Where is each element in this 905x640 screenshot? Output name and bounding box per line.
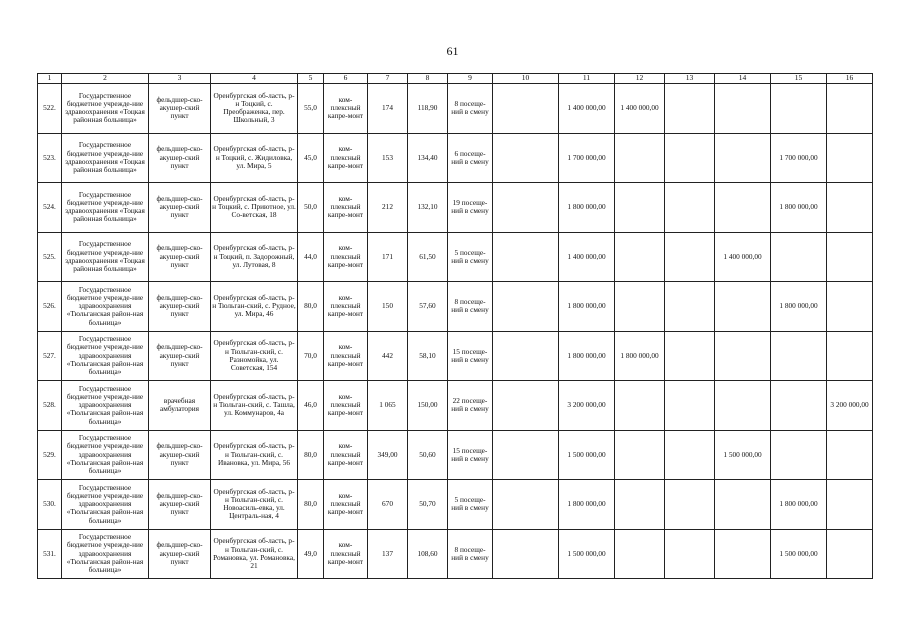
total-cost: 1 500 000,00 xyxy=(559,529,615,579)
cost-col-15 xyxy=(771,430,827,480)
capacity-value: 15 посеще-ний в смену xyxy=(448,331,493,381)
population-value: 349,00 xyxy=(368,430,408,480)
row-number: 530. xyxy=(38,480,62,530)
column-header-6: 6 xyxy=(324,74,368,84)
cost-col-16 xyxy=(827,84,873,134)
facility-address: Оренбургская об-ласть, р-н Тоцкий, п. Задорожный, ул. Лутовая, 8 xyxy=(211,232,298,282)
cost-col-16 xyxy=(827,331,873,381)
column-header-16: 16 xyxy=(827,74,873,84)
table-row xyxy=(38,84,873,134)
table-row xyxy=(38,480,873,530)
facility-type: врачебная амбулатория xyxy=(149,381,211,431)
capacity-value: 5 посеще-ний в смену xyxy=(448,480,493,530)
area-value: 70,0 xyxy=(298,331,324,381)
organization-name: Государственное бюджетное учрежде-ние здравоохранения «Тоцкая районная больница» xyxy=(62,232,149,282)
capacity-value: 19 посеще-ний в смену xyxy=(448,183,493,233)
facility-type: фельдшер-ско-акушер-ский пункт xyxy=(149,430,211,480)
column-header-9: 9 xyxy=(448,74,493,84)
facility-address: Оренбургская об-ласть, р-н Тоцкий, с. Преображенка, пер. Школьный, 3 xyxy=(211,84,298,134)
population-value: 212 xyxy=(368,183,408,233)
column-header-12: 12 xyxy=(615,74,665,84)
facility-type: фельдшер-ско-акушер-ский пункт xyxy=(149,232,211,282)
repair-type: ком-плексный капре-монт xyxy=(324,480,368,530)
column-10-value xyxy=(493,480,559,530)
cost-col-16 xyxy=(827,282,873,332)
table-row xyxy=(38,430,873,480)
cost-col-13 xyxy=(665,133,715,183)
organization-name: Государственное бюджетное учрежде-ние здравоохранения «Тоцкая районная больница» xyxy=(62,183,149,233)
population-value: 1 065 xyxy=(368,381,408,431)
column-10-value xyxy=(493,529,559,579)
area-value: 46,0 xyxy=(298,381,324,431)
cost-col-14: 1 500 000,00 xyxy=(715,430,771,480)
row-number: 529. xyxy=(38,430,62,480)
repair-type: ком-плексный капре-монт xyxy=(324,529,368,579)
cost-col-13 xyxy=(665,84,715,134)
row-number: 522. xyxy=(38,84,62,134)
cost-col-15 xyxy=(771,232,827,282)
population-value: 442 xyxy=(368,331,408,381)
cost-col-12 xyxy=(615,133,665,183)
row-number: 528. xyxy=(38,381,62,431)
cost-col-12 xyxy=(615,381,665,431)
cost-col-16 xyxy=(827,430,873,480)
area-value: 49,0 xyxy=(298,529,324,579)
row-number: 526. xyxy=(38,282,62,332)
cost-col-16 xyxy=(827,232,873,282)
cost-col-15: 1 700 000,00 xyxy=(771,133,827,183)
repair-type: ком-плексный капре-монт xyxy=(324,282,368,332)
organization-name: Государственное бюджетное учрежде-ние здравоохранения «Тоцкая районная больница» xyxy=(62,133,149,183)
total-cost: 3 200 000,00 xyxy=(559,381,615,431)
wear-value: 132,10 xyxy=(408,183,448,233)
total-cost: 1 400 000,00 xyxy=(559,232,615,282)
organization-name: Государственное бюджетное учрежде-ние здравоохранения «Тоцкая районная больница» xyxy=(62,84,149,134)
cost-col-13 xyxy=(665,183,715,233)
facility-type: фельдшер-ско-акушер-ский пункт xyxy=(149,480,211,530)
column-header-10: 10 xyxy=(493,74,559,84)
wear-value: 108,60 xyxy=(408,529,448,579)
organization-name: Государственное бюджетное учрежде-ние здравоохранения «Тюльганская район-ная больница» xyxy=(62,480,149,530)
column-header-15: 15 xyxy=(771,74,827,84)
cost-col-14 xyxy=(715,381,771,431)
repair-type: ком-плексный капре-монт xyxy=(324,133,368,183)
total-cost: 1 800 000,00 xyxy=(559,331,615,381)
cost-col-15 xyxy=(771,84,827,134)
facility-address: Оренбургская об-ласть, р-н Тюльган-ский, с. Ташла, ул. Коммунаров, 4а xyxy=(211,381,298,431)
column-header-14: 14 xyxy=(715,74,771,84)
facility-type: фельдшер-ско-акушер-ский пункт xyxy=(149,133,211,183)
facility-address: Оренбургская об-ласть, р-н Тюльган-ский, с. Разномойка, ул. Советская, 154 xyxy=(211,331,298,381)
cost-col-14 xyxy=(715,133,771,183)
row-number: 523. xyxy=(38,133,62,183)
area-value: 80,0 xyxy=(298,480,324,530)
facility-address: Оренбургская об-ласть, р-н Тюльган-ский, с. Романовка, ул. Романовка, 21 xyxy=(211,529,298,579)
cost-col-15: 1 800 000,00 xyxy=(771,480,827,530)
cost-col-13 xyxy=(665,480,715,530)
cost-col-16 xyxy=(827,529,873,579)
cost-col-12 xyxy=(615,183,665,233)
capacity-value: 8 посеще-ний в смену xyxy=(448,84,493,134)
cost-col-12 xyxy=(615,529,665,579)
facility-address: Оренбургская об-ласть, р-н Тюльган-ский, с. Новоасиль-евка, ул. Централь-ная, 4 xyxy=(211,480,298,530)
column-header-8: 8 xyxy=(408,74,448,84)
page-number: 61 xyxy=(446,44,459,58)
wear-value: 150,00 xyxy=(408,381,448,431)
organization-name: Государственное бюджетное учрежде-ние здравоохранения «Тюльганская район-ная больница» xyxy=(62,381,149,431)
repair-type: ком-плексный капре-монт xyxy=(324,183,368,233)
wear-value: 61,50 xyxy=(408,232,448,282)
cost-col-12 xyxy=(615,282,665,332)
area-value: 80,0 xyxy=(298,282,324,332)
column-10-value xyxy=(493,331,559,381)
facility-type: фельдшер-ско-акушер-ский пункт xyxy=(149,84,211,134)
column-10-value xyxy=(493,232,559,282)
column-header-13: 13 xyxy=(665,74,715,84)
table-row xyxy=(38,381,873,431)
cost-col-16 xyxy=(827,133,873,183)
capacity-value: 5 посеще-ний в смену xyxy=(448,232,493,282)
cost-col-15 xyxy=(771,331,827,381)
column-header-4: 4 xyxy=(211,74,298,84)
population-value: 137 xyxy=(368,529,408,579)
wear-value: 50,70 xyxy=(408,480,448,530)
wear-value: 57,60 xyxy=(408,282,448,332)
cost-col-16: 3 200 000,00 xyxy=(827,381,873,431)
population-value: 153 xyxy=(368,133,408,183)
wear-value: 58,10 xyxy=(408,331,448,381)
cost-col-14 xyxy=(715,183,771,233)
area-value: 45,0 xyxy=(298,133,324,183)
facility-type: фельдшер-ско-акушер-ский пункт xyxy=(149,331,211,381)
capacity-value: 6 посеще-ний в смену xyxy=(448,133,493,183)
total-cost: 1 400 000,00 xyxy=(559,84,615,134)
cost-col-14 xyxy=(715,282,771,332)
capacity-value: 8 посеще-ний в смену xyxy=(448,282,493,332)
total-cost: 1 800 000,00 xyxy=(559,480,615,530)
total-cost: 1 800 000,00 xyxy=(559,183,615,233)
table-row xyxy=(38,529,873,579)
cost-col-15: 1 500 000,00 xyxy=(771,529,827,579)
total-cost: 1 500 000,00 xyxy=(559,430,615,480)
cost-col-12 xyxy=(615,232,665,282)
facility-type: фельдшер-ско-акушер-ский пункт xyxy=(149,529,211,579)
total-cost: 1 800 000,00 xyxy=(559,282,615,332)
cost-col-13 xyxy=(665,430,715,480)
cost-col-15: 1 800 000,00 xyxy=(771,183,827,233)
organization-name: Государственное бюджетное учрежде-ние здравоохранения «Тюльганская район-ная больница» xyxy=(62,430,149,480)
row-number: 527. xyxy=(38,331,62,381)
facility-type: фельдшер-ско-акушер-ский пункт xyxy=(149,282,211,332)
wear-value: 118,90 xyxy=(408,84,448,134)
cost-col-13 xyxy=(665,232,715,282)
capacity-value: 15 посеще-ний в смену xyxy=(448,430,493,480)
cost-col-12 xyxy=(615,480,665,530)
table-row xyxy=(38,133,873,183)
population-value: 174 xyxy=(368,84,408,134)
cost-col-16 xyxy=(827,480,873,530)
row-number: 525. xyxy=(38,232,62,282)
column-10-value xyxy=(493,430,559,480)
column-header-5: 5 xyxy=(298,74,324,84)
cost-col-13 xyxy=(665,381,715,431)
cost-col-12 xyxy=(615,430,665,480)
cost-col-14 xyxy=(715,529,771,579)
column-10-value xyxy=(493,183,559,233)
repair-type: ком-плексный капре-монт xyxy=(324,331,368,381)
table-row xyxy=(38,232,873,282)
cost-col-15: 1 800 000,00 xyxy=(771,282,827,332)
facility-type: фельдшер-ско-акушер-ский пункт xyxy=(149,183,211,233)
cost-col-15 xyxy=(771,381,827,431)
area-value: 80,0 xyxy=(298,430,324,480)
row-number: 531. xyxy=(38,529,62,579)
area-value: 50,0 xyxy=(298,183,324,233)
repair-type: ком-плексный капре-монт xyxy=(324,232,368,282)
repair-type: ком-плексный капре-монт xyxy=(324,381,368,431)
column-10-value xyxy=(493,282,559,332)
table-row xyxy=(38,282,873,332)
wear-value: 50,60 xyxy=(408,430,448,480)
cost-col-12: 1 800 000,00 xyxy=(615,331,665,381)
total-cost: 1 700 000,00 xyxy=(559,133,615,183)
column-10-value xyxy=(493,381,559,431)
cost-col-13 xyxy=(665,331,715,381)
cost-col-13 xyxy=(665,529,715,579)
column-10-value xyxy=(493,133,559,183)
column-header-3: 3 xyxy=(149,74,211,84)
organization-name: Государственное бюджетное учрежде-ние здравоохранения «Тюльганская район-ная больница» xyxy=(62,282,149,332)
repair-type: ком-плексный капре-монт xyxy=(324,84,368,134)
column-header-1: 1 xyxy=(38,74,62,84)
column-header-2: 2 xyxy=(62,74,149,84)
column-10-value xyxy=(493,84,559,134)
cost-col-14 xyxy=(715,331,771,381)
area-value: 44,0 xyxy=(298,232,324,282)
cost-col-12: 1 400 000,00 xyxy=(615,84,665,134)
column-number-header-row xyxy=(38,74,873,84)
cost-col-16 xyxy=(827,183,873,233)
row-number: 524. xyxy=(38,183,62,233)
column-header-7: 7 xyxy=(368,74,408,84)
capital-repair-table xyxy=(37,73,873,579)
capacity-value: 22 посеще-ний в смену xyxy=(448,381,493,431)
column-header-11: 11 xyxy=(559,74,615,84)
area-value: 55,0 xyxy=(298,84,324,134)
table-row xyxy=(38,331,873,381)
repair-type: ком-плексный капре-монт xyxy=(324,430,368,480)
capacity-value: 8 посеще-ний в смену xyxy=(448,529,493,579)
organization-name: Государственное бюджетное учрежде-ние здравоохранения «Тюльганская район-ная больница» xyxy=(62,331,149,381)
facility-address: Оренбургская об-ласть, р-н Тюльган-ский, с. Рудное, ул. Мира, 46 xyxy=(211,282,298,332)
population-value: 150 xyxy=(368,282,408,332)
cost-col-14: 1 400 000,00 xyxy=(715,232,771,282)
population-value: 670 xyxy=(368,480,408,530)
cost-col-14 xyxy=(715,84,771,134)
facility-address: Оренбургская об-ласть, р-н Тюльган-ский, с. Ивановка, ул. Мира, 56 xyxy=(211,430,298,480)
organization-name: Государственное бюджетное учрежде-ние здравоохранения «Тюльганская район-ная больница» xyxy=(62,529,149,579)
cost-col-13 xyxy=(665,282,715,332)
facility-address: Оренбургская об-ласть, р-н Тоцкий, с. Жидиловка, ул. Мира, 5 xyxy=(211,133,298,183)
table-row xyxy=(38,183,873,233)
facility-address: Оренбургская об-ласть, р-н Тоцкий, с. Приютное, ул. Со-ветская, 18 xyxy=(211,183,298,233)
population-value: 171 xyxy=(368,232,408,282)
wear-value: 134,40 xyxy=(408,133,448,183)
cost-col-14 xyxy=(715,480,771,530)
